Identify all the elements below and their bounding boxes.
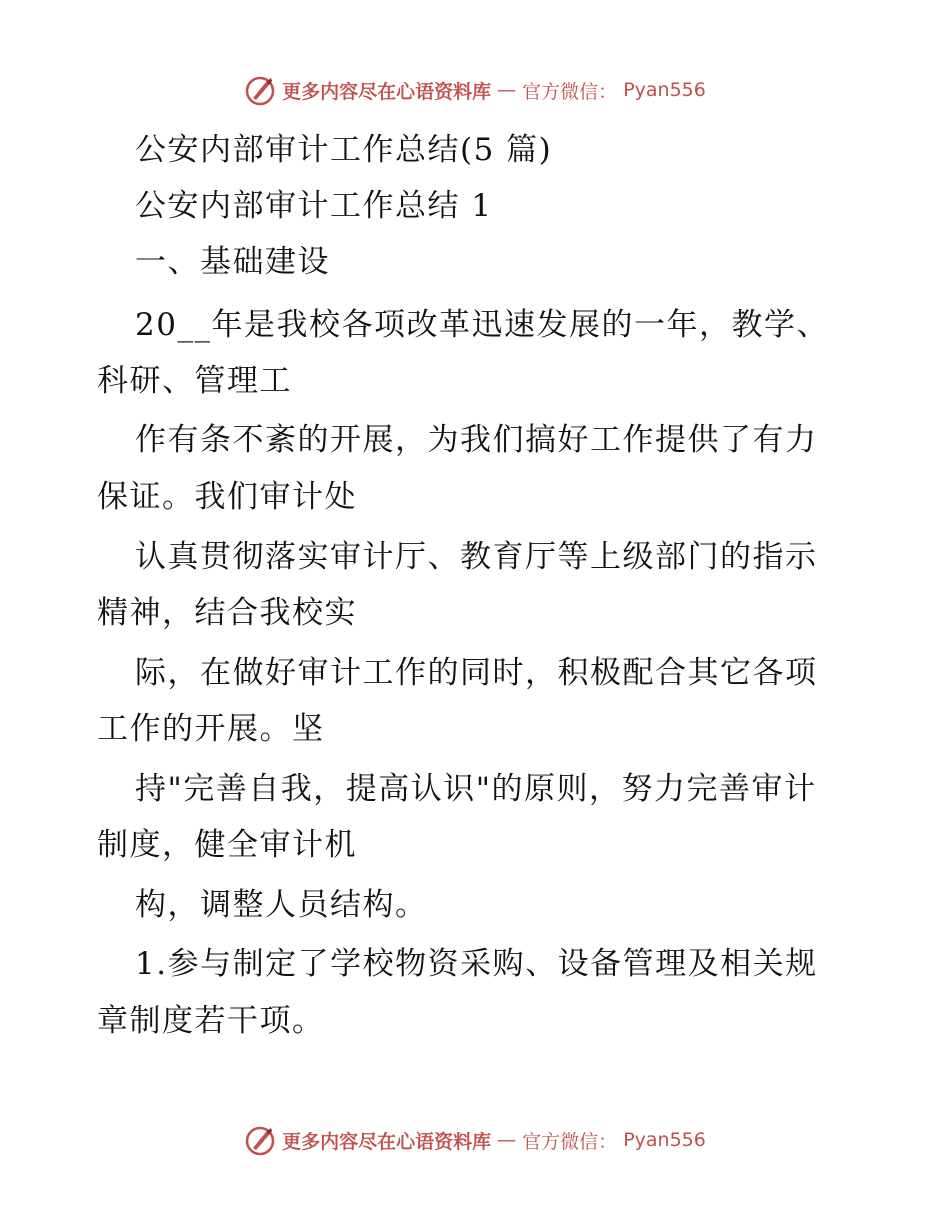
watermark-text: 更多内容尽在心语资料库: [282, 1130, 492, 1153]
watermark-wechat-id: Pyan556: [623, 1129, 706, 1151]
watermark-dash: —: [497, 79, 517, 101]
list-item-line: 章制度若干项。: [97, 1003, 325, 1039]
paragraph-line: 精神，结合我校实: [97, 595, 357, 631]
watermark-wechat-label: 官方微信：: [522, 1130, 618, 1153]
quill-logo-icon: [244, 74, 276, 106]
subsection-heading: 一、基础建设: [135, 244, 330, 280]
paragraph-line: 认真贯彻落实审计厅、教育厅等上级部门的指示: [135, 539, 818, 575]
paragraph-line: 科研、管理工: [97, 363, 292, 399]
paragraph-line: 制度，健全审计机: [97, 827, 357, 863]
watermark-wechat-label: 官方微信：: [522, 80, 618, 103]
paragraph-line: 20__年是我校各项改革迅速发展的一年，教学、: [135, 307, 829, 343]
list-item-line: 1.参与制定了学校物资采购、设备管理及相关规: [135, 946, 818, 982]
header-watermark: [0, 74, 950, 106]
section-heading: 公安内部审计工作总结 1: [135, 188, 493, 224]
watermark-dash: —: [497, 1129, 517, 1151]
paragraph-line: 际，在做好审计工作的同时，积极配合其它各项: [135, 655, 818, 691]
paragraph-line: 工作的开展。坚: [97, 711, 325, 747]
paragraph-line: 构，调整人员结构。: [135, 887, 428, 923]
paragraph-line: 作有条不紊的开展，为我们搞好工作提供了有力: [135, 422, 818, 458]
footer-watermark: [0, 1124, 950, 1156]
document-title: 公安内部审计工作总结(5 篇): [135, 132, 553, 168]
watermark-wechat-id: Pyan556: [623, 79, 706, 101]
paragraph-line: 保证。我们审计处: [97, 479, 357, 515]
paragraph-line: 持"完善自我，提高认识"的原则，努力完善审计: [135, 771, 817, 807]
watermark-text: 更多内容尽在心语资料库: [282, 80, 492, 103]
quill-logo-icon: [244, 1124, 276, 1156]
